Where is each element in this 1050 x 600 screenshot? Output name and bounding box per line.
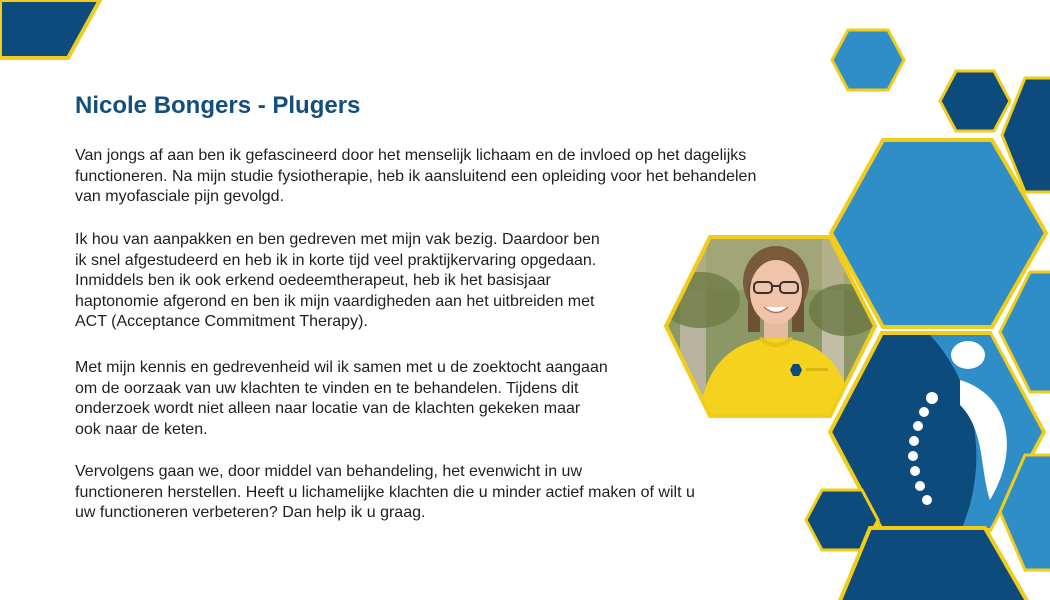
text-line: Inmiddels ben ik ook erkend oedeemtherapeut, heb ik het basisjaar [75,272,551,289]
hexagon-small-top [832,30,904,90]
text-line: ook naar de keten. [75,420,208,438]
text-line: ACT (Acceptance Commitment Therapy). [75,313,368,330]
paragraph-closing [75,462,695,524]
page-title: Nicole Bongers - Plugers [75,92,361,119]
paragraph-intro [75,146,756,208]
paragraph-experience [75,230,600,333]
corner-shape-top-left [0,0,100,58]
text-line: functioneren herstellen. Heeft u lichamelijke klachten die u minder actief maken of wilt u [75,483,695,501]
hexagon-small-dark [940,71,1010,131]
text-line: ik snel afgestudeerd en heb ik in korte tijd veel praktijkervaring opgedaan. [75,251,597,269]
text-line: Met mijn kennis en gedrevenheid wil ik samen met u de zoektocht aangaan [75,359,608,376]
text-line: onderzoek wordt niet alleen naar locatie van de klachten gekeken maar [75,400,581,417]
text-line: uw functioneren verbeteren? Dan help ik u graag. [75,504,426,521]
text-line: Van jongs af aan ben ik gefascineerd door het menselijk lichaam en de invloed op het dagelijks [75,147,747,164]
text-line: haptonomie afgerond en ben ik mijn vaardigheden aan het uitbreiden met [75,292,595,310]
text-line: Ik hou van aanpakken en ben gedreven met mijn vak bezig. Daardoor ben [75,231,600,248]
text-line: om de oorzaak van uw klachten te vinden en te behandelen. Tijdens dit [75,379,579,397]
text-line: Vervolgens gaan we, door middel van behandeling, het evenwicht in uw [75,463,582,480]
text-line: van myofasciale pijn gevolgd. [75,188,285,205]
text-line: functioneren. Na mijn studie fysiotherapie, heb ik aansluitend een opleiding voor het behandelen [75,167,757,185]
paragraph-approach [75,358,608,440]
